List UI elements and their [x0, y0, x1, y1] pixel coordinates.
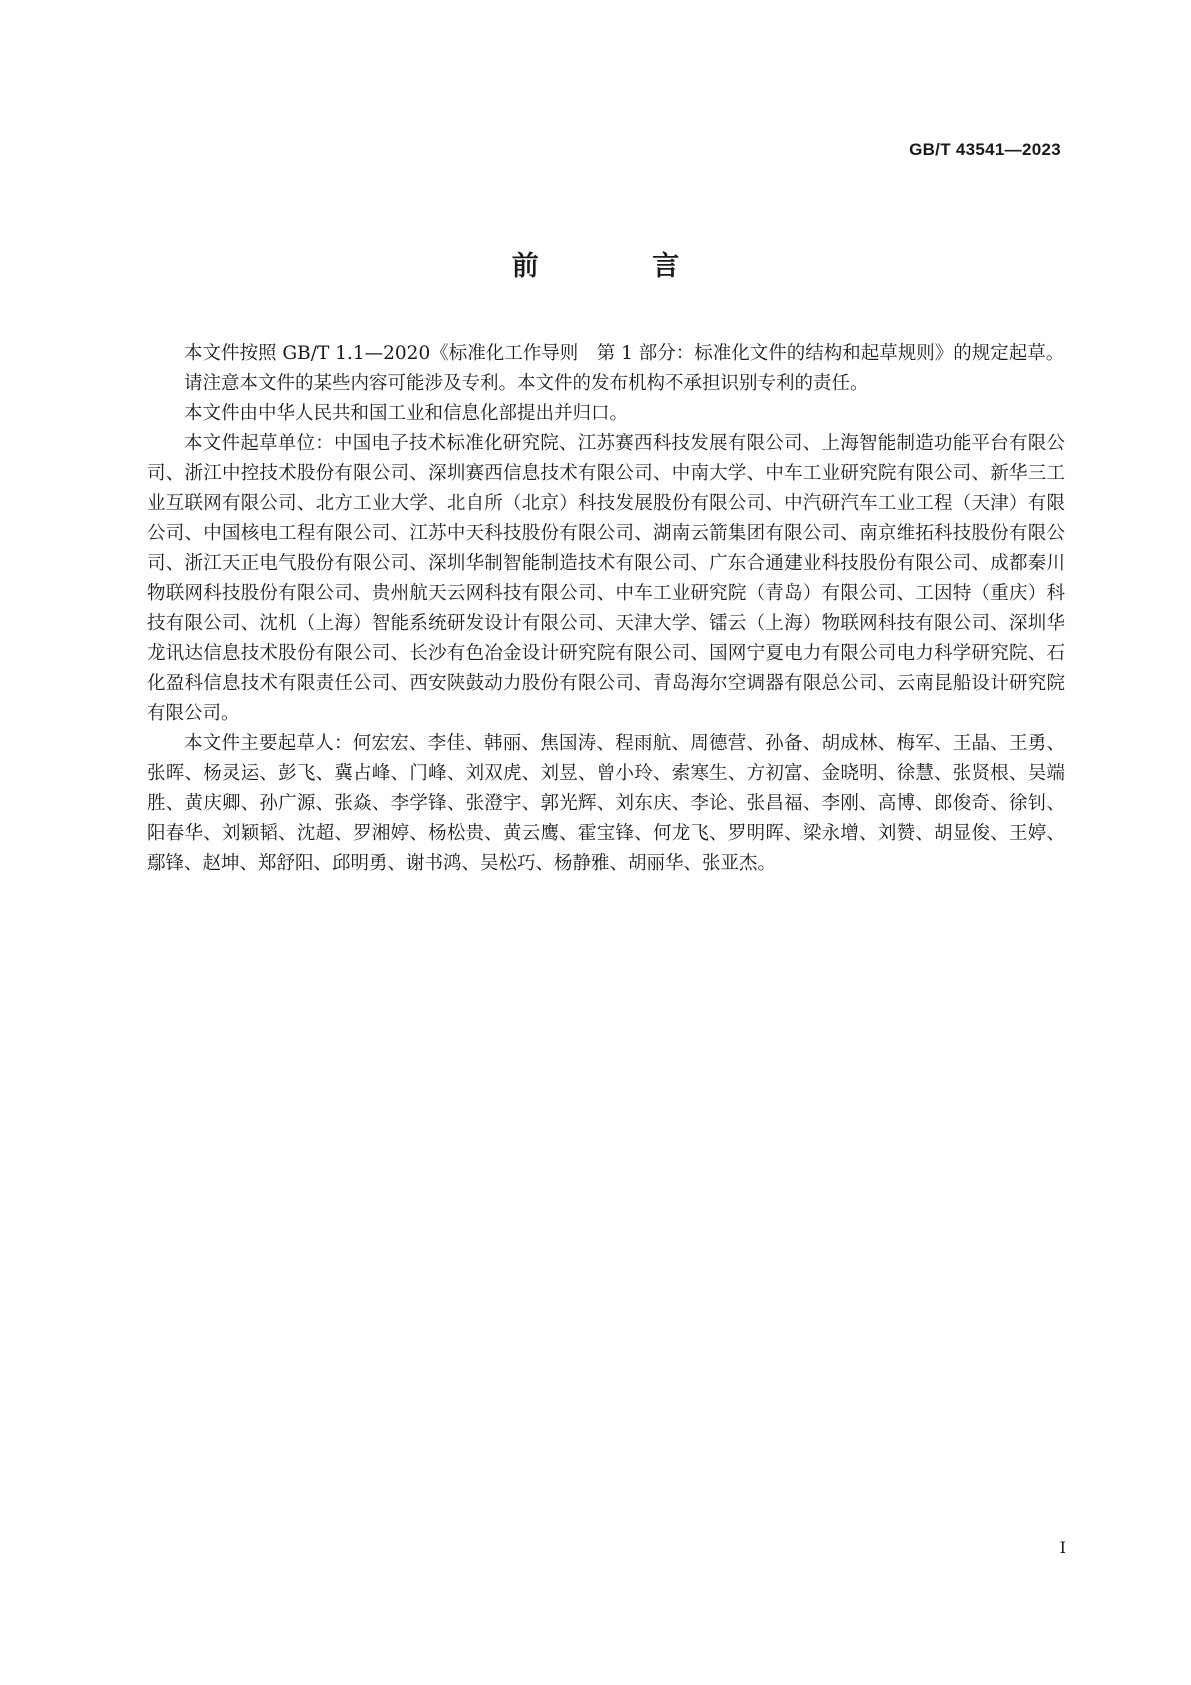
foreword-body — [147, 339, 1065, 879]
paragraph-patent-notice: 请注意本文件的某些内容可能涉及专利。本文件的发布机构不承担识别专利的责任。 — [184, 373, 869, 394]
paragraph-proposer: 本文件由中华人民共和国工业和信息化部提出并归口。 — [184, 403, 629, 424]
paragraph-drafting-units: 本文件起草单位：中国电子技术标准化研究院、江苏赛西科技发展有限公司、上海智能制造功能平台有限公司、浙江中控技术股份有限公司、深圳赛西信息技术有限公司、中南大学、中车工业研究院有限公司、新华三工业互联网有限公司、北方工业大学、北自所（北京）科技发展股份有限公司、中汽研汽车工业工程（天津）有限公司、中国核电工程有限公司、江苏中天科技股份有限公司、湖南云箭集团有限公司、南京维拓科技股份有限公司、浙江天正电气股份有限公司、深圳华制智能制造技术有限公司、广东合通建业科技股份有限公司、成都秦川物联网科技股份有限公司、贵州航天云网科技有限公司、中车工业研究院（青岛）有限公司、工因特（重庆）科技有限公司、沈机（上海）智能系统研发设计有限公司、天津大学、镭云（上海）物联网科技有限公司、深圳华龙讯达信息技术股份有限公司、长沙有色冶金设计研究院有限公司、国网宁夏电力有限公司电力科学研究院、石化盈科信息技术有限责任公司、西安陕鼓动力股份有限公司、青岛海尔空调器有限总公司、云南昆船设计研究院有限公司。 — [147, 433, 1065, 724]
page-title: 前 言 — [511, 251, 732, 282]
paragraph-drafting-rules: 本文件按照 GB/T 1.1—2020《标准化工作导则 第 1 部分：标准化文件的结构和起草规则》的规定起草。 — [184, 343, 1065, 364]
page-number: I — [1059, 1538, 1066, 1557]
standard-code: GB/T 43541—2023 — [909, 140, 1061, 159]
paragraph-main-drafters: 本文件主要起草人：何宏宏、李佳、韩丽、焦国涛、程雨航、周德营、孙备、胡成林、梅军、王晶、王勇、张晖、杨灵运、彭飞、冀占峰、门峰、刘双虎、刘昱、曾小玲、索寒生、方初富、金晓明、徐慧、张贤根、吴端胜、黄庆卿、孙广源、张焱、李学锋、张澄宇、郭光辉、刘东庆、李论、张昌福、李刚、高博、郎俊奇、徐钊、阳春华、刘颖韬、沈超、罗湘婷、杨松贵、黄云鹰、霍宝锋、何龙飞、罗明晖、梁永增、刘赞、胡显俊、王婷、鄢锋、赵坤、郑舒阳、邱明勇、谢书鸿、吴松巧、杨静雅、胡丽华、张亚杰。 — [147, 733, 1065, 874]
